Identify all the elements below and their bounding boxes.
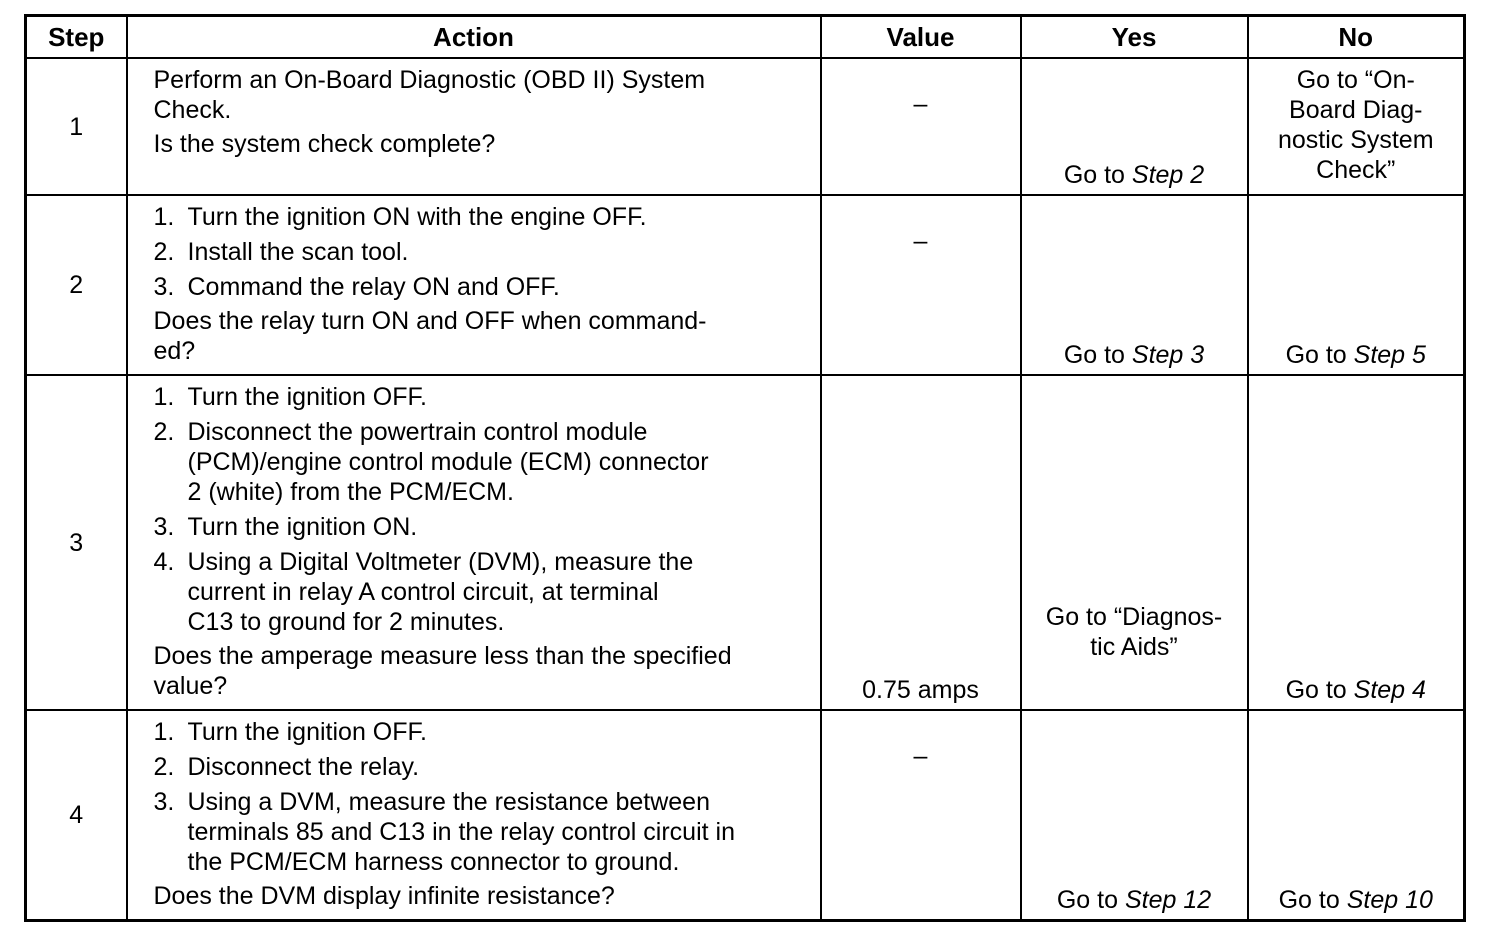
item-text: Turn the ignition ON. [187,513,418,541]
step-number: 4 [26,710,127,921]
step-number: 3 [26,375,127,710]
no-cell: Go to “On- Board Diag- nostic System Check” [1248,58,1465,195]
value-cell: – [821,195,1021,375]
table-row [26,375,1465,710]
step-number: 2 [26,195,127,375]
yes-cell: Go to “Diagnos- tic Aids” [1021,375,1248,710]
item-number: 3. [153,513,175,541]
no-cell [1248,375,1465,710]
item-number: 2. [153,753,175,781]
goto-step-link: Step 2 [1131,161,1205,189]
goto-prefix: Go to [1063,161,1132,189]
action-cell [127,375,821,710]
goto-prefix: Go to [1278,886,1347,914]
item-text: Disconnect the powertrain control module (PCM)/engine control module (ECM) connector 2 (white) from the PCM/ECM. [187,418,709,506]
yes-cell [1021,195,1248,375]
no-cell [1248,195,1465,375]
item-text: Disconnect the relay. [187,753,420,781]
header-yes: Yes [1021,16,1248,59]
goto-prefix: Go to [1285,341,1354,369]
table-row [26,58,1465,195]
item-text: Turn the ignition OFF. [187,383,427,411]
step-number: 1 [26,58,127,195]
action-cell [127,58,821,195]
header-row [26,16,1465,59]
action-item [154,752,808,782]
action-item [154,417,808,507]
item-number: 1. [153,718,175,746]
action-item [154,512,808,542]
goto-step-link: Step 10 [1346,886,1433,914]
item-number: 3. [153,788,175,816]
item-text: Turn the ignition ON with the engine OFF. [187,203,647,231]
item-text: Install the scan tool. [187,238,409,266]
action-question: Does the DVM display infinite resistance? [153,882,615,910]
action-text: Check. [153,96,232,124]
yes-cell [1021,58,1248,195]
header-step: Step [26,16,127,59]
value-cell: 0.75 amps [821,375,1021,710]
item-number: 4. [153,548,175,576]
header-action: Action [127,16,821,59]
action-cell [127,710,821,921]
action-cell [127,195,821,375]
item-text: Turn the ignition OFF. [187,718,427,746]
table-row [26,710,1465,921]
header-value: Value [821,16,1021,59]
no-cell [1248,710,1465,921]
item-number: 1. [153,203,175,231]
action-question: Does the relay turn ON and OFF when command- ed? [153,307,707,365]
action-question: Is the system check complete? [153,130,496,158]
item-text: Using a DVM, measure the resistance between terminals 85 and C13 in the relay control circuit in the PCM/ECM harness connector to ground. [187,788,735,876]
table-row [26,195,1465,375]
item-number: 2. [153,238,175,266]
goto-prefix: Go to [1056,886,1125,914]
goto-prefix: Go to [1285,676,1354,704]
item-number: 3. [153,273,175,301]
action-item [154,272,808,302]
action-item [154,547,808,637]
action-item [154,237,808,267]
action-item [154,717,808,747]
header-no: No [1248,16,1465,59]
value-cell: – [821,710,1021,921]
value-cell: – [821,58,1021,195]
item-number: 1. [153,383,175,411]
action-text: Perform an On-Board Diagnostic (OBD II) System [153,66,706,94]
goto-prefix: Go to [1063,341,1132,369]
action-item [154,202,808,232]
goto-step-link: Step 3 [1131,341,1205,369]
action-question: Does the amperage measure less than the specified value? [153,642,732,700]
item-number: 2. [153,418,175,446]
goto-step-link: Step 4 [1353,676,1426,704]
goto-step-link: Step 5 [1353,341,1426,369]
action-item [154,382,808,412]
action-item [154,787,808,877]
goto-step-link: Step 12 [1124,886,1212,914]
item-text: Command the relay ON and OFF. [187,273,560,301]
diagnostic-table [24,14,1466,922]
item-text: Using a Digital Voltmeter (DVM), measure the current in relay A control circuit, at terminal C13 to ground for 2 minutes. [187,548,694,636]
yes-cell [1021,710,1248,921]
